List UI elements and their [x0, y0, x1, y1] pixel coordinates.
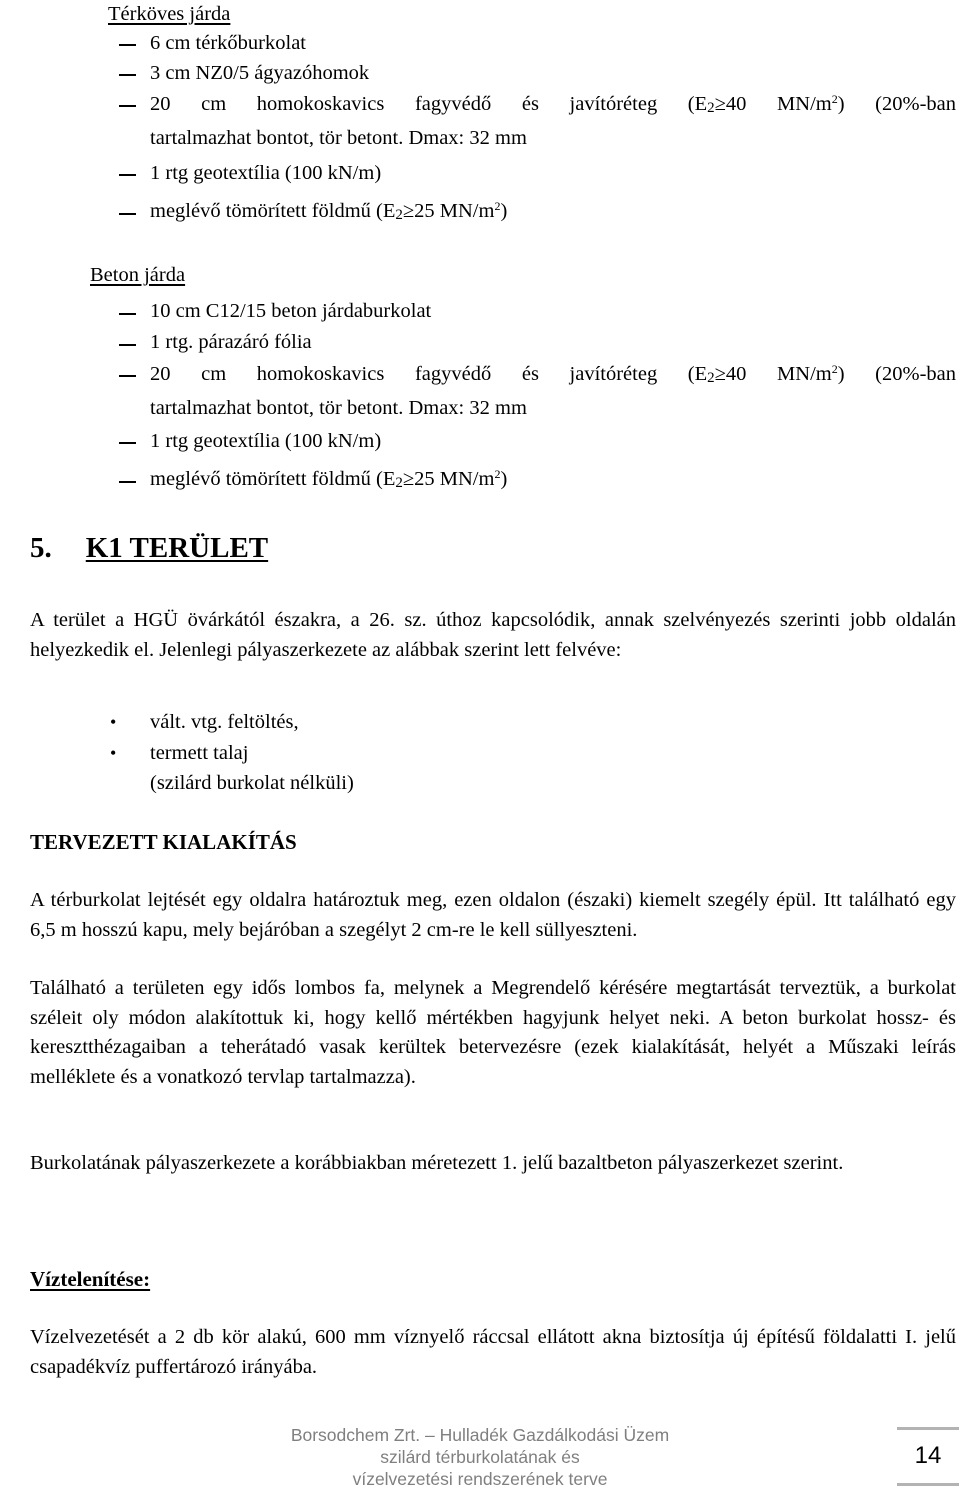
subsection-title: TERVEZETT KIALAKÍTÁS	[30, 830, 297, 854]
footer-line: vízelvezetési rendszerének terve	[352, 1469, 608, 1489]
dash-bullet	[119, 74, 136, 76]
intro-paragraph: A terület a HGÜ övárkától északra, a 26. sz. úthoz kapcsolódik, annak szelvényezés szerinti jobb oldalán helyezkedik el. Jelenlegi pályaszerkezete az alábbak szerint lett felvéve:	[30, 609, 956, 661]
list-item: 20 cm homokoskavics fagyvédő és javítóréteg (E2≥40 $MN/m^2$) (20%-ban	[150, 362, 956, 386]
paragraph: A térburkolat lejtését egy oldalra határoztuk meg, ezen oldalon (északi) kiemelt szegély épül. Itt található egy 6,5 m hosszú kapu, mely bejáróban a szegélyt 2 cm-re le kell süllyeszteni.	[30, 889, 956, 941]
dash-bullet	[119, 174, 136, 176]
dash-bullet	[119, 105, 136, 107]
paragraph: Vízelvezetését a 2 db kör alakú, 600 mm víznyelő ráccsal ellátott akna biztosítja új építésű földalatti I. jelű csapadékvíz puffertározó irányába.	[30, 1326, 956, 1378]
bullet-item: vált. vtg. feltöltés,	[150, 711, 299, 733]
dash-bullet	[119, 442, 136, 444]
section-title-terkoves: Térköves járda	[108, 3, 231, 25]
paragraph: Található a területen egy idős lombos fa, melynek a Megrendelő kérésére megtartását terveztük, a burkolat széleit oly módon alakítottuk ki, hogy kellő mértékben hagyjunk helyet neki. A beton burkolat hossz- és keresztthézagaiban a teherátadó vasak kerültek betervezésre (ezek kialakítását, helyét a Műszaki leírás melléklete és a vonatkozó tervlap tartalmazza).	[30, 977, 956, 1088]
paragraph: Burkolatának pályaszerkezete a korábbiakban méretezett 1. jelű bazaltbeton pályaszerkezet szerint.	[30, 1152, 844, 1174]
section-number: 5.	[30, 532, 52, 564]
divider	[897, 1427, 959, 1430]
list-item: 10 cm C12/15 beton járdaburkolat	[150, 300, 432, 322]
section-heading-title: K1 TERÜLET	[85, 532, 269, 564]
list-item: 6 cm térkőburkolat	[150, 32, 306, 54]
dash-bullet	[119, 375, 136, 377]
list-item: 3 cm NZ0/5 ágyazóhomok	[150, 62, 370, 84]
footer-text	[230, 1424, 730, 1490]
dash-bullet	[119, 213, 136, 215]
list-item: meglévő tömörített földmű (E2≥25 $MN/m^2$)	[150, 467, 508, 491]
list-item-continuation: tartalmazhat bontot, tör betont. Dmax: 32 mm	[150, 127, 527, 149]
dash-bullet	[119, 344, 136, 346]
page-number: 14	[914, 1442, 942, 1469]
dash-bullet	[119, 44, 136, 46]
list-item: 1 rtg. párazáró fólia	[150, 331, 312, 353]
bullet-dot: •	[110, 743, 117, 763]
bullet-item-continuation: (szilárd burkolat nélküli)	[150, 772, 354, 794]
list-item: meglévő tömörített földmű (E2≥25 $MN/m^2$)	[150, 199, 508, 223]
section-title-beton: Beton járda	[90, 264, 186, 286]
bullet-dot: •	[110, 712, 117, 732]
bullet-item: termett talaj	[150, 742, 249, 764]
list-item: 1 rtg geotextília (100 kN/m)	[150, 430, 382, 452]
list-item-continuation: tartalmazhat bontot, tör betont. Dmax: 32 mm	[150, 397, 527, 419]
dash-bullet	[119, 313, 136, 315]
footer-line: Borsodchem Zrt. – Hulladék Gazdálkodási Üzem	[290, 1425, 670, 1445]
footer-line: szilárd térburkolatának és	[380, 1447, 580, 1467]
dash-bullet	[119, 481, 136, 483]
list-item: 20 cm homokoskavics fagyvédő és javítóréteg (E2≥40 $MN/m^2$) (20%-ban	[150, 92, 956, 116]
page-footer	[0, 1424, 960, 1491]
subsection-title: Víztelenítése:	[30, 1267, 151, 1291]
list-item: 1 rtg geotextília (100 kN/m)	[150, 162, 382, 184]
page-number-box	[897, 1427, 959, 1489]
divider	[897, 1483, 959, 1486]
section-heading	[30, 530, 268, 566]
